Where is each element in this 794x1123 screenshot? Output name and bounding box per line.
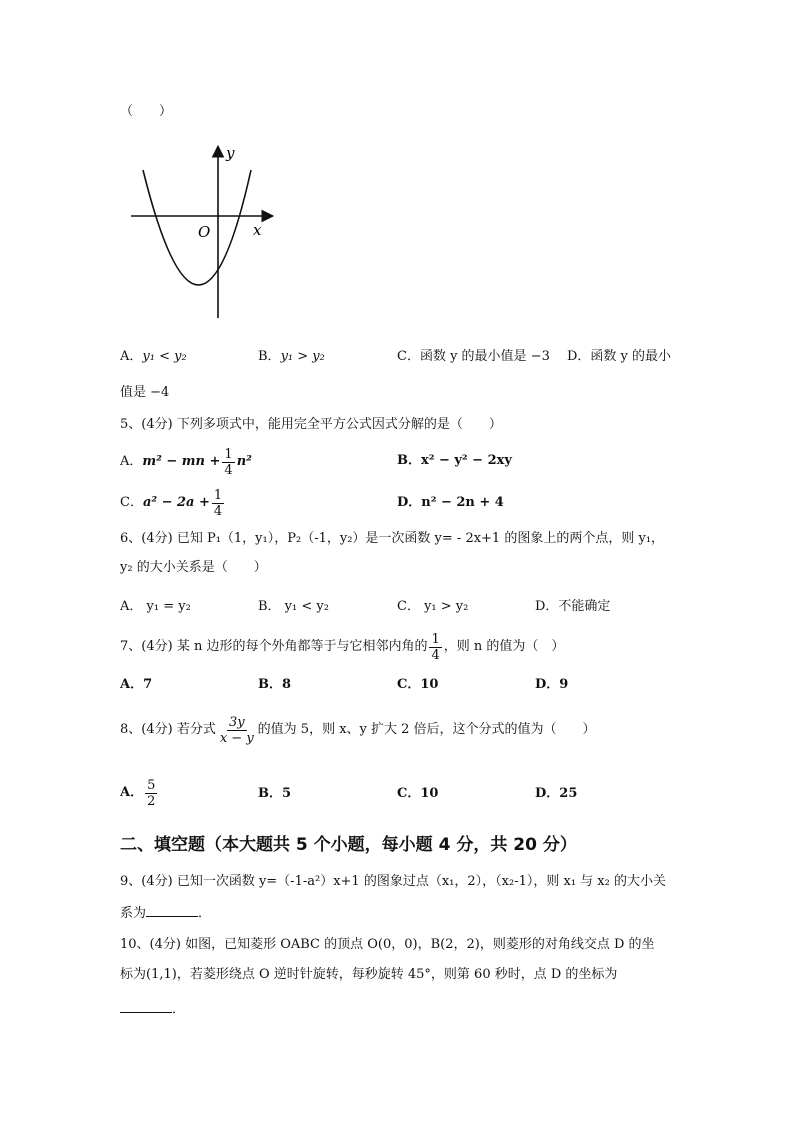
q5-stem: 5、(4分) 下列多项式中，能用完全平方公式因式分解的是（ ） [120, 417, 502, 432]
q7-option-d[interactable]: D．9 [535, 677, 569, 692]
q7-option-b[interactable]: B．8 [258, 677, 292, 692]
q9-line1: 9、(4分) 已知一次函数 y=（-1-a²）x+1 的图象过点（x₁，2），（x₂-1），则 x₁ 与 x₂ 的大小关 [120, 874, 666, 889]
q6-stem: 6、(4分) 已知 P₁（1，y₁），P₂（-1，y₂）是一次函数 y= - 2x+1 的图象上的两个点，则 y₁， [120, 531, 665, 546]
q8-option-c[interactable]: C．10 [397, 786, 439, 801]
q9-answer-blank[interactable] [146, 904, 198, 917]
q6-option-d[interactable]: D．不能确定 [535, 599, 611, 614]
parabola-figure [125, 140, 280, 320]
q8-stem: 8、(4分) 若分式 $\frac{3y}{x - y}$ 的值为 5，则 x、y 扩大 2 倍后，这个分式的值为（ ） [120, 714, 596, 746]
q4-option-d[interactable]: D．函数 y 的最小 [567, 349, 672, 364]
q10-line1: 10、(4分) 如图，已知菱形 OABC 的顶点 O(0，0)，B(2，2)，则菱形的对角线交点 D 的坐 [120, 937, 655, 952]
q5-option-a[interactable]: A． m² − mn + $\frac{1}{4}$ n² [120, 446, 252, 478]
q7-option-a[interactable]: A．7 [120, 677, 153, 692]
q4-option-c[interactable]: C．函数 y 的最小值是 −3 [397, 349, 550, 364]
q9-line2: 系为 ． [120, 906, 212, 921]
q6-option-c[interactable]: C． y₁ > y₂ [397, 599, 469, 614]
y-axis-label: y [226, 144, 235, 162]
q6-stem-cont: y₂ 的大小关系是（ ） [120, 560, 267, 575]
origin-label: O [198, 223, 211, 241]
q4-option-b[interactable]: B．y₁ > y₂ [258, 349, 325, 364]
q8-option-b[interactable]: B．5 [258, 786, 292, 801]
q6-option-b[interactable]: B． y₁ < y₂ [258, 599, 329, 614]
parabola-curve [143, 170, 251, 285]
q10-line2: 标为(1,1)，若菱形绕点 O 逆时针旋转，每秒旋转 45°，则第 60 秒时，点 D 的坐标为 [120, 967, 618, 982]
q4-option-a[interactable]: A．y₁ < y₂ [120, 349, 187, 364]
q4-option-d-cont: 值是 −4 [120, 385, 170, 400]
q10-answer-blank[interactable] [120, 1000, 172, 1013]
q7-option-c[interactable]: C．10 [397, 677, 439, 692]
question-paren: （ ） [120, 104, 173, 119]
q8-option-d[interactable]: D．25 [535, 786, 578, 801]
q5-option-c[interactable]: C． a² − 2a + $\frac{1}{4}$ [120, 487, 223, 519]
q7-stem: 7、(4分) 某 n 边形的每个外角都等于与它相邻内角的 $\frac{1}{4}$ ，则 n 的值为（ ） [120, 631, 565, 663]
x-axis-label: x [253, 221, 262, 239]
q8-option-a[interactable]: A． $\frac{5}{2}$ [120, 777, 156, 809]
q5-option-d[interactable]: D．n² − 2n + 4 [397, 495, 504, 510]
q6-option-a[interactable]: A． y₁ = y₂ [120, 599, 191, 614]
q10-line3: ． [120, 1000, 185, 1019]
q5-option-b[interactable]: B．x² − y² − 2xy [397, 453, 512, 468]
section-heading: 二、填空题（本大题共 5 个小题，每小题 4 分，共 20 分） [120, 835, 577, 855]
